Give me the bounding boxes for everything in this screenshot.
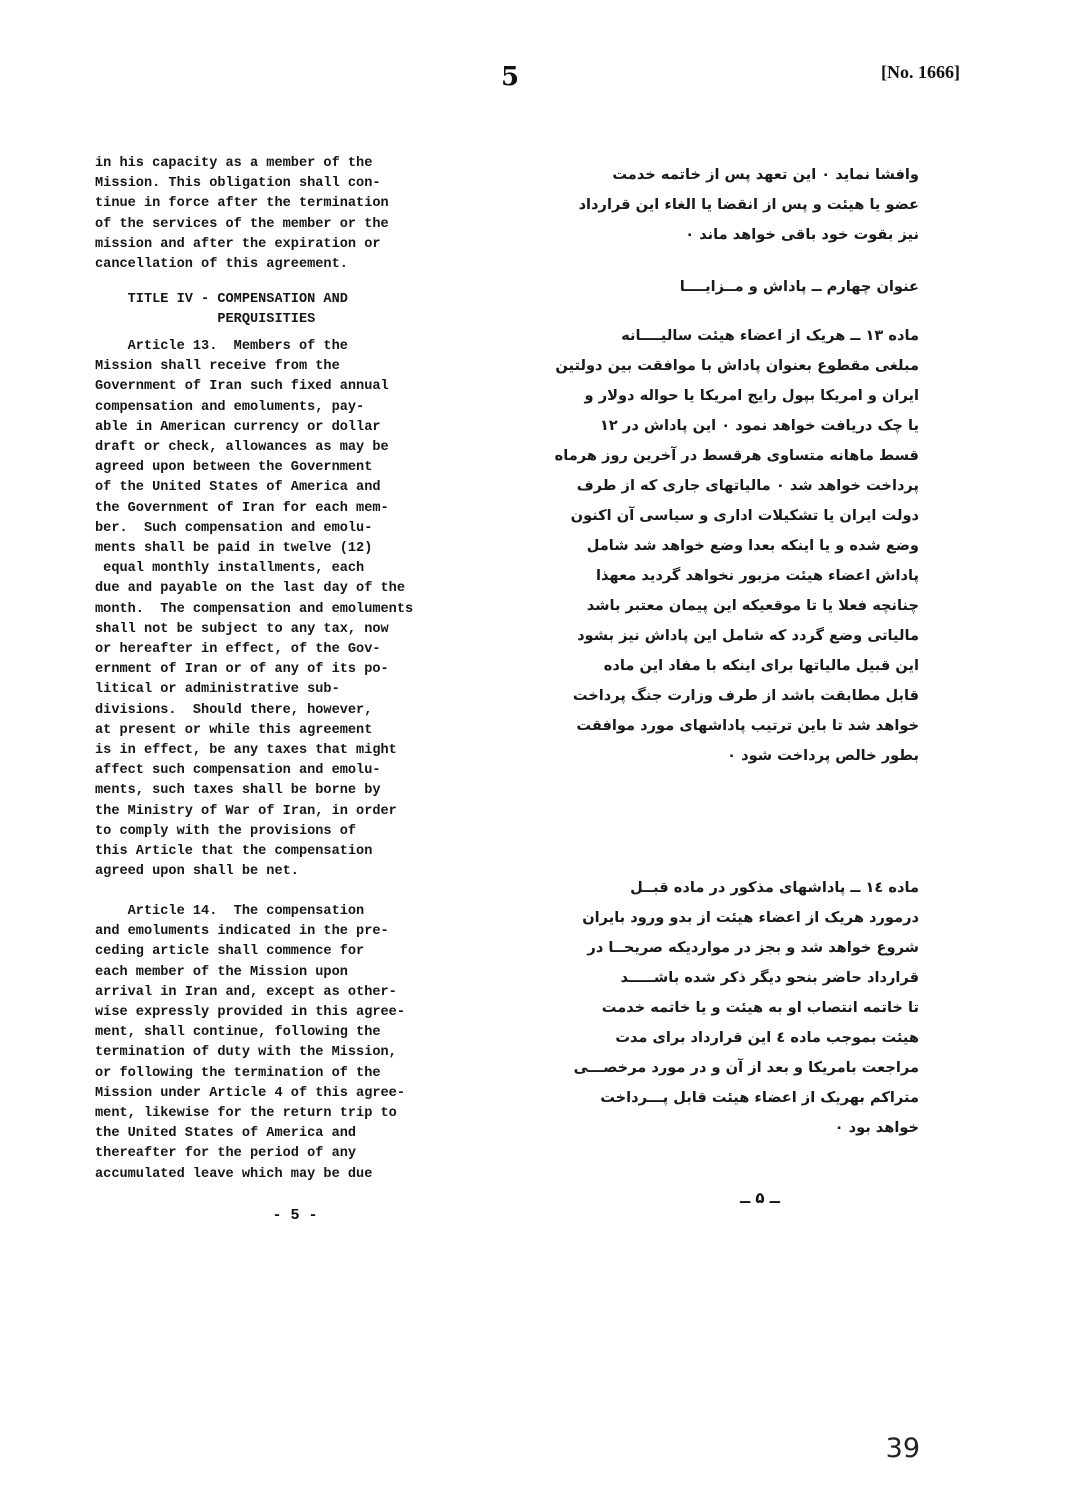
english-article-14: Article 14. The compensation and emoluments indicated in the pre- ceding article shall commence for each member of the Mission upon arrival in Iran and, except as other- wise expressly provided in this agree- ment, shall continue, following the termination of duty with the Mission, or following the termination of the Mission under Article 4 of this agree- ment, likewise for the return trip to the United States of America and thereafter for the period of any accumulated leave which may be due xyxy=(95,904,405,1182)
persian-text-line: ماده ۱٤ ــ پاداشهای مذکور در ماده قبــل xyxy=(630,879,919,896)
persian-text-line: قسط ماهانه متساوی هرقسط در آخرین روز هرماه xyxy=(554,447,919,464)
persian-text-line: عضو یا هیئت و پس از انقضا یا الغاء این قرارداد xyxy=(578,196,919,213)
persian-text-line: دولت ایران یا تشکیلات اداری و سیاسی آن اکنون xyxy=(570,507,919,524)
persian-text-line: چنانچه فعلا یا تا موقعیکه این پیمان معتبر باشد xyxy=(586,597,919,614)
document-number: [No. 1666] xyxy=(881,62,960,82)
persian-text-line: پاداش اعضاء هیئت مزبور نخواهد گردید معهذا xyxy=(596,567,919,584)
persian-text-line: این قبیل مالیاتها برای اینکه با مفاد این ماده xyxy=(603,657,919,674)
persian-text-line: پرداخت خواهد شد ۰ مالیاتهای جاری که از طرف xyxy=(576,477,919,494)
persian-page-footer: ــ ۵ ــ xyxy=(739,1189,781,1207)
persian-text-line: قرارداد حاضر بنحو دیگر ذکر شده باشـــــد xyxy=(620,969,919,986)
persian-text-line: بطور خالص پرداخت شود ۰ xyxy=(727,747,919,764)
english-title-iv-heading: TITLE IV - COMPENSATION AND PERQUISITIES xyxy=(127,292,348,328)
persian-text-line: هیئت بموجب ماده ٤ این قرارداد برای مدت xyxy=(615,1029,919,1046)
persian-article-13 xyxy=(519,321,919,771)
persian-text-line: خواهد بود ۰ xyxy=(834,1119,919,1136)
persian-text-line: تا خاتمه انتصاب او به هیئت و یا خاتمه خدمت xyxy=(601,999,919,1016)
persian-text-line: مبلغی مقطوع بعنوان پاداش با موافقت بین دولتین xyxy=(555,357,919,374)
persian-text-line: ماده ۱۳ ــ هریک از اعضاء هیئت سالیــــانه xyxy=(621,327,919,344)
persian-text-line: متراکم بهریک از اعضاء هیئت قابل پـــرداخت xyxy=(600,1089,919,1106)
persian-article-14 xyxy=(519,873,919,1143)
page-number: 5 xyxy=(500,62,520,92)
persian-text-line: شروع خواهد شد و بجز در مواردیکه صریحــا در xyxy=(587,939,919,956)
persian-text-line: وافشا نماید ۰ این تعهد پس از خاتمه خدمت xyxy=(612,166,919,183)
persian-text-line: نیز بقوت خود باقی خواهد ماند ۰ xyxy=(685,226,919,243)
persian-continuation-text xyxy=(519,160,919,250)
persian-title-iv-heading: عنوان چهارم ــ پاداش و مــزایــــا xyxy=(679,278,919,295)
english-article-13: Article 13. Members of the Mission shall receive from the Government of Iran such fixed annual compensation and emoluments, pay- able in American currency or dollar draft or check, allowances as may be agreed upon between the Government of the United States of America and the Government of Iran for each mem- ber. Such compensation and emolu- ments shall be paid in twelve (12) equal monthly installments, each due and payable on the last day of the month. The compensation and emoluments shall not be subject to any tax, now or hereafter in effect, of the Gov- ernment of Iran or of any of its po- litical or administrative sub- divisions. Should there, however, at present or while this agreement is in effect, be any taxes that might affect such compensation and emolu- ments, such taxes shall be borne by the Ministry of War of Iran, in order to comply with the provisions of this Article that the compensation agreed upon shall be net. xyxy=(95,339,414,880)
persian-text-line: وضع شده و یا اینکه بعدا وضع خواهد شد شامل xyxy=(586,537,919,554)
persian-text-line: یا چک دریافت خواهد نمود ۰ این پاداش در ۱۲ xyxy=(600,417,919,434)
persian-text-line: ایران و امریکا بپول رایج امریکا یا حواله دولار و xyxy=(584,387,919,404)
persian-text-line: مالیاتی وضع گردد که شامل این پاداش نیز بشود xyxy=(577,627,919,644)
persian-text-line: خواهد شد تا باین ترتیب پاداشهای مورد موافقت xyxy=(576,717,919,734)
english-continuation-text: in his capacity as a member of the Mission. This obligation shall con- tinue in force after the termination of the services of the member or the mission and after the expiration or cancellation of this agreement. xyxy=(95,156,389,273)
persian-text-line: مراجعت بامریکا و بعد از آن و در مورد مرخصـــی xyxy=(573,1059,919,1076)
persian-text-line: درمورد هریک از اعضاء هیئت از بدو ورود بایران xyxy=(582,909,919,926)
persian-text-line: قابل مطابقت باشد از طرف وزارت جنگ پرداخت xyxy=(572,687,919,704)
scan-page-number: 39 xyxy=(885,1433,920,1464)
english-page-footer: - 5 - xyxy=(272,1207,318,1224)
